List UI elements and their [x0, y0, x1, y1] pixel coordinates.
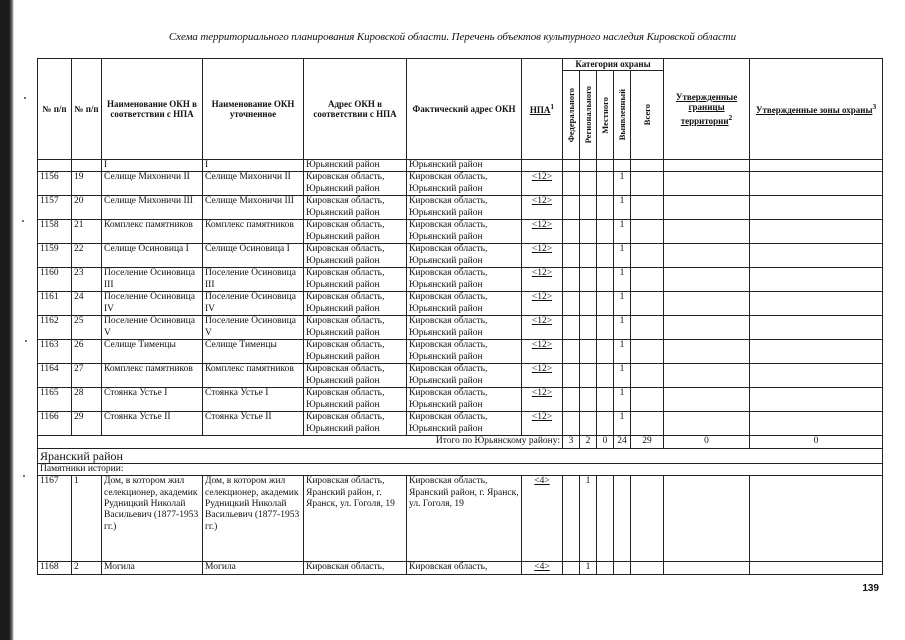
cell-num2: 23 [72, 268, 102, 292]
cell-npa: <12> [522, 196, 563, 220]
cell-name-npa: Поселение Осиновица V [102, 316, 203, 340]
scan-edge [0, 0, 14, 640]
scan-speck [24, 97, 26, 99]
header-approved-zones-label: Утвержденные зоны охраны [755, 105, 873, 116]
cell-num2 [72, 160, 102, 172]
cell-zones [750, 388, 883, 412]
cell-total [631, 196, 664, 220]
cell-borders [664, 562, 750, 574]
cell-regional: 1 [580, 562, 597, 574]
cell-name-npa: Могила [102, 562, 203, 574]
total-identified: 24 [614, 436, 631, 448]
cell-name-refined: Поселение Осиновица IV [203, 292, 304, 316]
cell-regional [580, 316, 597, 340]
cell-federal [563, 196, 580, 220]
header-cat-identified-label: Выявленный [616, 89, 627, 141]
cell-name-npa: Стоянка Устье II [102, 412, 203, 436]
cell-num1: 1164 [38, 364, 72, 388]
cell-total [631, 476, 664, 562]
cell-address-npa: Кировская область, Юрьянский район [304, 412, 407, 436]
total-all: 29 [631, 436, 664, 448]
cell-total [631, 562, 664, 574]
cell-federal [563, 412, 580, 436]
cell-identified: 1 [614, 172, 631, 196]
cell-federal [563, 562, 580, 574]
cell-address-npa: Кировская область, Юрьянский район [304, 172, 407, 196]
cell-total [631, 340, 664, 364]
cell-local [597, 292, 614, 316]
cell-local [597, 364, 614, 388]
cell-npa: <12> [522, 364, 563, 388]
cell-federal [563, 220, 580, 244]
cell-name-npa: Дом, в котором жил селекционер, академик Рудницкий Николай Васильевич (1877-1953 гг.) [102, 476, 203, 562]
cell-num2: 2 [72, 562, 102, 574]
table-row [38, 292, 883, 316]
cell-num2: 25 [72, 316, 102, 340]
scan-speck [25, 340, 27, 342]
district-heading: Яранский район [38, 448, 883, 463]
cell-identified: 1 [614, 364, 631, 388]
total-regional: 2 [580, 436, 597, 448]
cell-num2: 28 [72, 388, 102, 412]
cell-identified: 1 [614, 316, 631, 340]
document-title: Схема территориального планирования Кировской области. Перечень объектов культурного наследия Кировской области [168, 31, 737, 43]
cell-total [631, 160, 664, 172]
cell-address-npa: Кировская область, Юрьянский район [304, 244, 407, 268]
header-cat-federal [563, 71, 580, 160]
cell-borders [664, 172, 750, 196]
cell-regional [580, 364, 597, 388]
cell-npa [522, 160, 563, 172]
total-borders: 0 [664, 436, 750, 448]
cell-borders [664, 160, 750, 172]
cell-local [597, 268, 614, 292]
scan-speck [23, 475, 25, 477]
cell-num1: 1161 [38, 292, 72, 316]
cell-npa: <12> [522, 388, 563, 412]
cell-total [631, 412, 664, 436]
cell-regional [580, 172, 597, 196]
cell-npa: <12> [522, 220, 563, 244]
cell-total [631, 388, 664, 412]
cell-address-actual: Кировская область, Юрьянский район [407, 340, 522, 364]
cell-borders [664, 316, 750, 340]
cell-borders [664, 268, 750, 292]
cell-local [597, 476, 614, 562]
cell-zones [750, 196, 883, 220]
cell-federal [563, 160, 580, 172]
cell-borders [664, 220, 750, 244]
cell-zones [750, 244, 883, 268]
cell-total [631, 316, 664, 340]
cell-name-npa: Селище Тименцы [102, 340, 203, 364]
cell-zones [750, 220, 883, 244]
table-row [38, 268, 883, 292]
subsection-heading: Памятники истории: [38, 463, 883, 475]
cell-npa: <12> [522, 268, 563, 292]
cell-total [631, 364, 664, 388]
cell-name-npa: I [102, 160, 203, 172]
total-row [38, 436, 883, 448]
cell-address-actual: Кировская область, Юрьянский район [407, 172, 522, 196]
header-cat-local-label: Местного [599, 96, 610, 134]
table-row [38, 316, 883, 340]
cell-name-npa: Поселение Осиновица IV [102, 292, 203, 316]
cell-address-actual: Кировская область, Яранский район, г. Яранск, ул. Гоголя, 19 [407, 476, 522, 562]
cell-num2: 22 [72, 244, 102, 268]
cell-name-refined: Селище Михоничи II [203, 172, 304, 196]
cell-num1: 1165 [38, 388, 72, 412]
cell-address-npa: Кировская область, Юрьянский район [304, 292, 407, 316]
cell-name-refined: Поселение Осиновица III [203, 268, 304, 292]
cell-name-npa: Комплекс памятников [102, 220, 203, 244]
cell-total [631, 220, 664, 244]
cell-name-refined: Дом, в котором жил селекционер, академик Рудницкий Николай Васильевич (1877-1953 гг.) [203, 476, 304, 562]
cell-borders [664, 388, 750, 412]
header-address-actual: Фактический адрес ОКН [407, 59, 522, 160]
cell-borders [664, 412, 750, 436]
cell-num1: 1157 [38, 196, 72, 220]
cell-local [597, 196, 614, 220]
cell-local [597, 172, 614, 196]
header-address-npa: Адрес ОКН в соответствии с НПА [304, 59, 407, 160]
table-row [38, 476, 883, 562]
cell-num2: 20 [72, 196, 102, 220]
cell-regional: 1 [580, 476, 597, 562]
cell-federal [563, 388, 580, 412]
cell-name-npa: Стоянка Устье I [102, 388, 203, 412]
cell-npa: <12> [522, 172, 563, 196]
header-approved-borders [664, 59, 750, 160]
cell-local [597, 316, 614, 340]
cell-num1: 1158 [38, 220, 72, 244]
table-body-yaransky [38, 476, 883, 574]
header-cat-total [631, 71, 664, 160]
cell-address-actual: Кировская область, Юрьянский район [407, 220, 522, 244]
cell-address-actual: Юрьянский район [407, 160, 522, 172]
cell-total [631, 172, 664, 196]
cell-address-npa: Кировская область, Яранский район, г. Яранск, ул. Гоголя, 19 [304, 476, 407, 562]
cell-regional [580, 220, 597, 244]
cell-address-actual: Кировская область, Юрьянский район [407, 268, 522, 292]
cell-address-actual: Кировская область, Юрьянский район [407, 412, 522, 436]
cell-npa: <12> [522, 316, 563, 340]
header-cat-regional [580, 71, 597, 160]
cell-name-refined: Селище Михоничи III [203, 196, 304, 220]
cell-identified: 1 [614, 292, 631, 316]
cell-total [631, 268, 664, 292]
cell-zones [750, 340, 883, 364]
cell-npa: <4> [522, 476, 563, 562]
cell-name-npa: Комплекс памятников [102, 364, 203, 388]
header-num1: № п/п [38, 59, 72, 160]
cell-regional [580, 196, 597, 220]
cell-num2: 29 [72, 412, 102, 436]
cell-npa: <12> [522, 292, 563, 316]
footnote-mark: 2 [728, 112, 733, 122]
cell-address-actual: Кировская область, Юрьянский район [407, 196, 522, 220]
cell-zones [750, 292, 883, 316]
cell-num2: 26 [72, 340, 102, 364]
header-approved-zones [750, 59, 883, 160]
cell-regional [580, 160, 597, 172]
table-row [38, 244, 883, 268]
cell-num1: 1162 [38, 316, 72, 340]
cell-address-npa: Кировская область, Юрьянский район [304, 268, 407, 292]
cell-address-actual: Кировская область, Юрьянский район [407, 244, 522, 268]
cell-name-npa: Селище Михоничи II [102, 172, 203, 196]
cell-federal [563, 172, 580, 196]
cell-num1: 1166 [38, 412, 72, 436]
cell-address-npa: Кировская область, Юрьянский район [304, 196, 407, 220]
cell-num2: 24 [72, 292, 102, 316]
cell-address-actual: Кировская область, Юрьянский район [407, 292, 522, 316]
cell-identified: 1 [614, 220, 631, 244]
cell-name-refined: Селище Осиновица I [203, 244, 304, 268]
header-cat-federal-label: Федерального [565, 87, 576, 143]
subsection-row [38, 463, 883, 475]
cell-zones [750, 364, 883, 388]
cell-total [631, 292, 664, 316]
cell-num1 [38, 160, 72, 172]
cell-regional [580, 388, 597, 412]
cell-federal [563, 364, 580, 388]
cell-regional [580, 412, 597, 436]
cell-address-actual: Кировская область, [407, 562, 522, 574]
cell-name-npa: Селище Михоничи III [102, 196, 203, 220]
cell-num2: 19 [72, 172, 102, 196]
page-number: 139 [862, 583, 879, 594]
cell-num2: 21 [72, 220, 102, 244]
cell-identified: 1 [614, 340, 631, 364]
cell-local [597, 244, 614, 268]
cell-federal [563, 476, 580, 562]
table-summary [38, 436, 883, 476]
cell-regional [580, 292, 597, 316]
cell-local [597, 412, 614, 436]
cell-identified: 1 [614, 268, 631, 292]
district-row [38, 448, 883, 463]
table-header [38, 59, 883, 160]
cell-borders [664, 476, 750, 562]
cell-address-npa: Юрьянский район [304, 160, 407, 172]
cell-borders [664, 292, 750, 316]
footnote-mark: 3 [872, 102, 877, 112]
cell-zones [750, 316, 883, 340]
cell-zones [750, 172, 883, 196]
cell-address-npa: Кировская область, Юрьянский район [304, 340, 407, 364]
cell-federal [563, 316, 580, 340]
table-row [38, 412, 883, 436]
table-row [38, 562, 883, 574]
table-row [38, 388, 883, 412]
cell-num1: 1167 [38, 476, 72, 562]
cell-address-actual: Кировская область, Юрьянский район [407, 316, 522, 340]
cell-federal [563, 292, 580, 316]
table-row-carry [38, 160, 883, 172]
cell-name-npa: Селище Осиновица I [102, 244, 203, 268]
table-row [38, 196, 883, 220]
total-label: Итого по Юрьянскому району: [38, 436, 563, 448]
cell-identified [614, 562, 631, 574]
cell-borders [664, 340, 750, 364]
cell-borders [664, 364, 750, 388]
cell-name-refined: Могила [203, 562, 304, 574]
header-cat-local [597, 71, 614, 160]
cell-zones [750, 160, 883, 172]
cell-num1: 1168 [38, 562, 72, 574]
cell-name-refined: Комплекс памятников [203, 364, 304, 388]
header-cat-regional-label: Регионального [582, 86, 593, 144]
cell-identified [614, 160, 631, 172]
cell-identified: 1 [614, 244, 631, 268]
table-row [38, 340, 883, 364]
cell-zones [750, 268, 883, 292]
table-row [38, 364, 883, 388]
cell-name-refined: Стоянка Устье I [203, 388, 304, 412]
cell-name-refined: Селище Тименцы [203, 340, 304, 364]
cell-npa: <12> [522, 340, 563, 364]
cell-address-npa: Кировская область, Юрьянский район [304, 364, 407, 388]
cell-address-npa: Кировская область, Юрьянский район [304, 220, 407, 244]
scan-speck [22, 220, 24, 222]
cell-federal [563, 244, 580, 268]
cell-address-actual: Кировская область, Юрьянский район [407, 388, 522, 412]
cell-num1: 1159 [38, 244, 72, 268]
cell-address-npa: Кировская область, Юрьянский район [304, 316, 407, 340]
heritage-table [37, 58, 883, 575]
header-name-refined: Наименование ОКН уточненное [203, 59, 304, 160]
cell-borders [664, 244, 750, 268]
total-federal: 3 [563, 436, 580, 448]
cell-npa: <12> [522, 244, 563, 268]
cell-num2: 1 [72, 476, 102, 562]
cell-num1: 1163 [38, 340, 72, 364]
cell-local [597, 340, 614, 364]
cell-address-npa: Кировская область, Юрьянский район [304, 388, 407, 412]
cell-name-npa: Поселение Осиновица III [102, 268, 203, 292]
cell-name-refined: Поселение Осиновица V [203, 316, 304, 340]
header-category: Категория охраны [563, 59, 664, 71]
cell-regional [580, 268, 597, 292]
cell-npa: <12> [522, 412, 563, 436]
total-local: 0 [597, 436, 614, 448]
table-row [38, 172, 883, 196]
cell-local [597, 160, 614, 172]
cell-address-actual: Кировская область, Юрьянский район [407, 364, 522, 388]
cell-zones [750, 412, 883, 436]
cell-total [631, 244, 664, 268]
cell-regional [580, 340, 597, 364]
header-name-npa: Наименование ОКН в соответствии с НПА [102, 59, 203, 160]
cell-identified: 1 [614, 412, 631, 436]
header-npa-label: НПА [529, 105, 551, 116]
header-num2: № п/п [72, 59, 102, 160]
cell-regional [580, 244, 597, 268]
footnote-mark: 1 [550, 102, 555, 112]
table-row [38, 220, 883, 244]
cell-identified [614, 476, 631, 562]
header-cat-total-label: Всего [641, 104, 652, 126]
cell-address-npa: Кировская область, [304, 562, 407, 574]
cell-name-refined: I [203, 160, 304, 172]
cell-zones [750, 562, 883, 574]
cell-local [597, 388, 614, 412]
cell-num1: 1160 [38, 268, 72, 292]
cell-name-refined: Комплекс памятников [203, 220, 304, 244]
header-cat-identified [614, 71, 631, 160]
cell-npa: <4> [522, 562, 563, 574]
cell-identified: 1 [614, 388, 631, 412]
cell-borders [664, 196, 750, 220]
cell-num1: 1156 [38, 172, 72, 196]
cell-local [597, 562, 614, 574]
cell-name-refined: Стоянка Устье II [203, 412, 304, 436]
cell-federal [563, 268, 580, 292]
total-zones: 0 [750, 436, 883, 448]
table-body-yuryansky [38, 172, 883, 436]
header-npa [522, 59, 563, 160]
cell-num2: 27 [72, 364, 102, 388]
cell-identified: 1 [614, 196, 631, 220]
header-approved-borders-label: Утвержденные границы территории [675, 91, 738, 126]
cell-local [597, 220, 614, 244]
table-body [38, 160, 883, 172]
cell-federal [563, 340, 580, 364]
cell-zones [750, 476, 883, 562]
